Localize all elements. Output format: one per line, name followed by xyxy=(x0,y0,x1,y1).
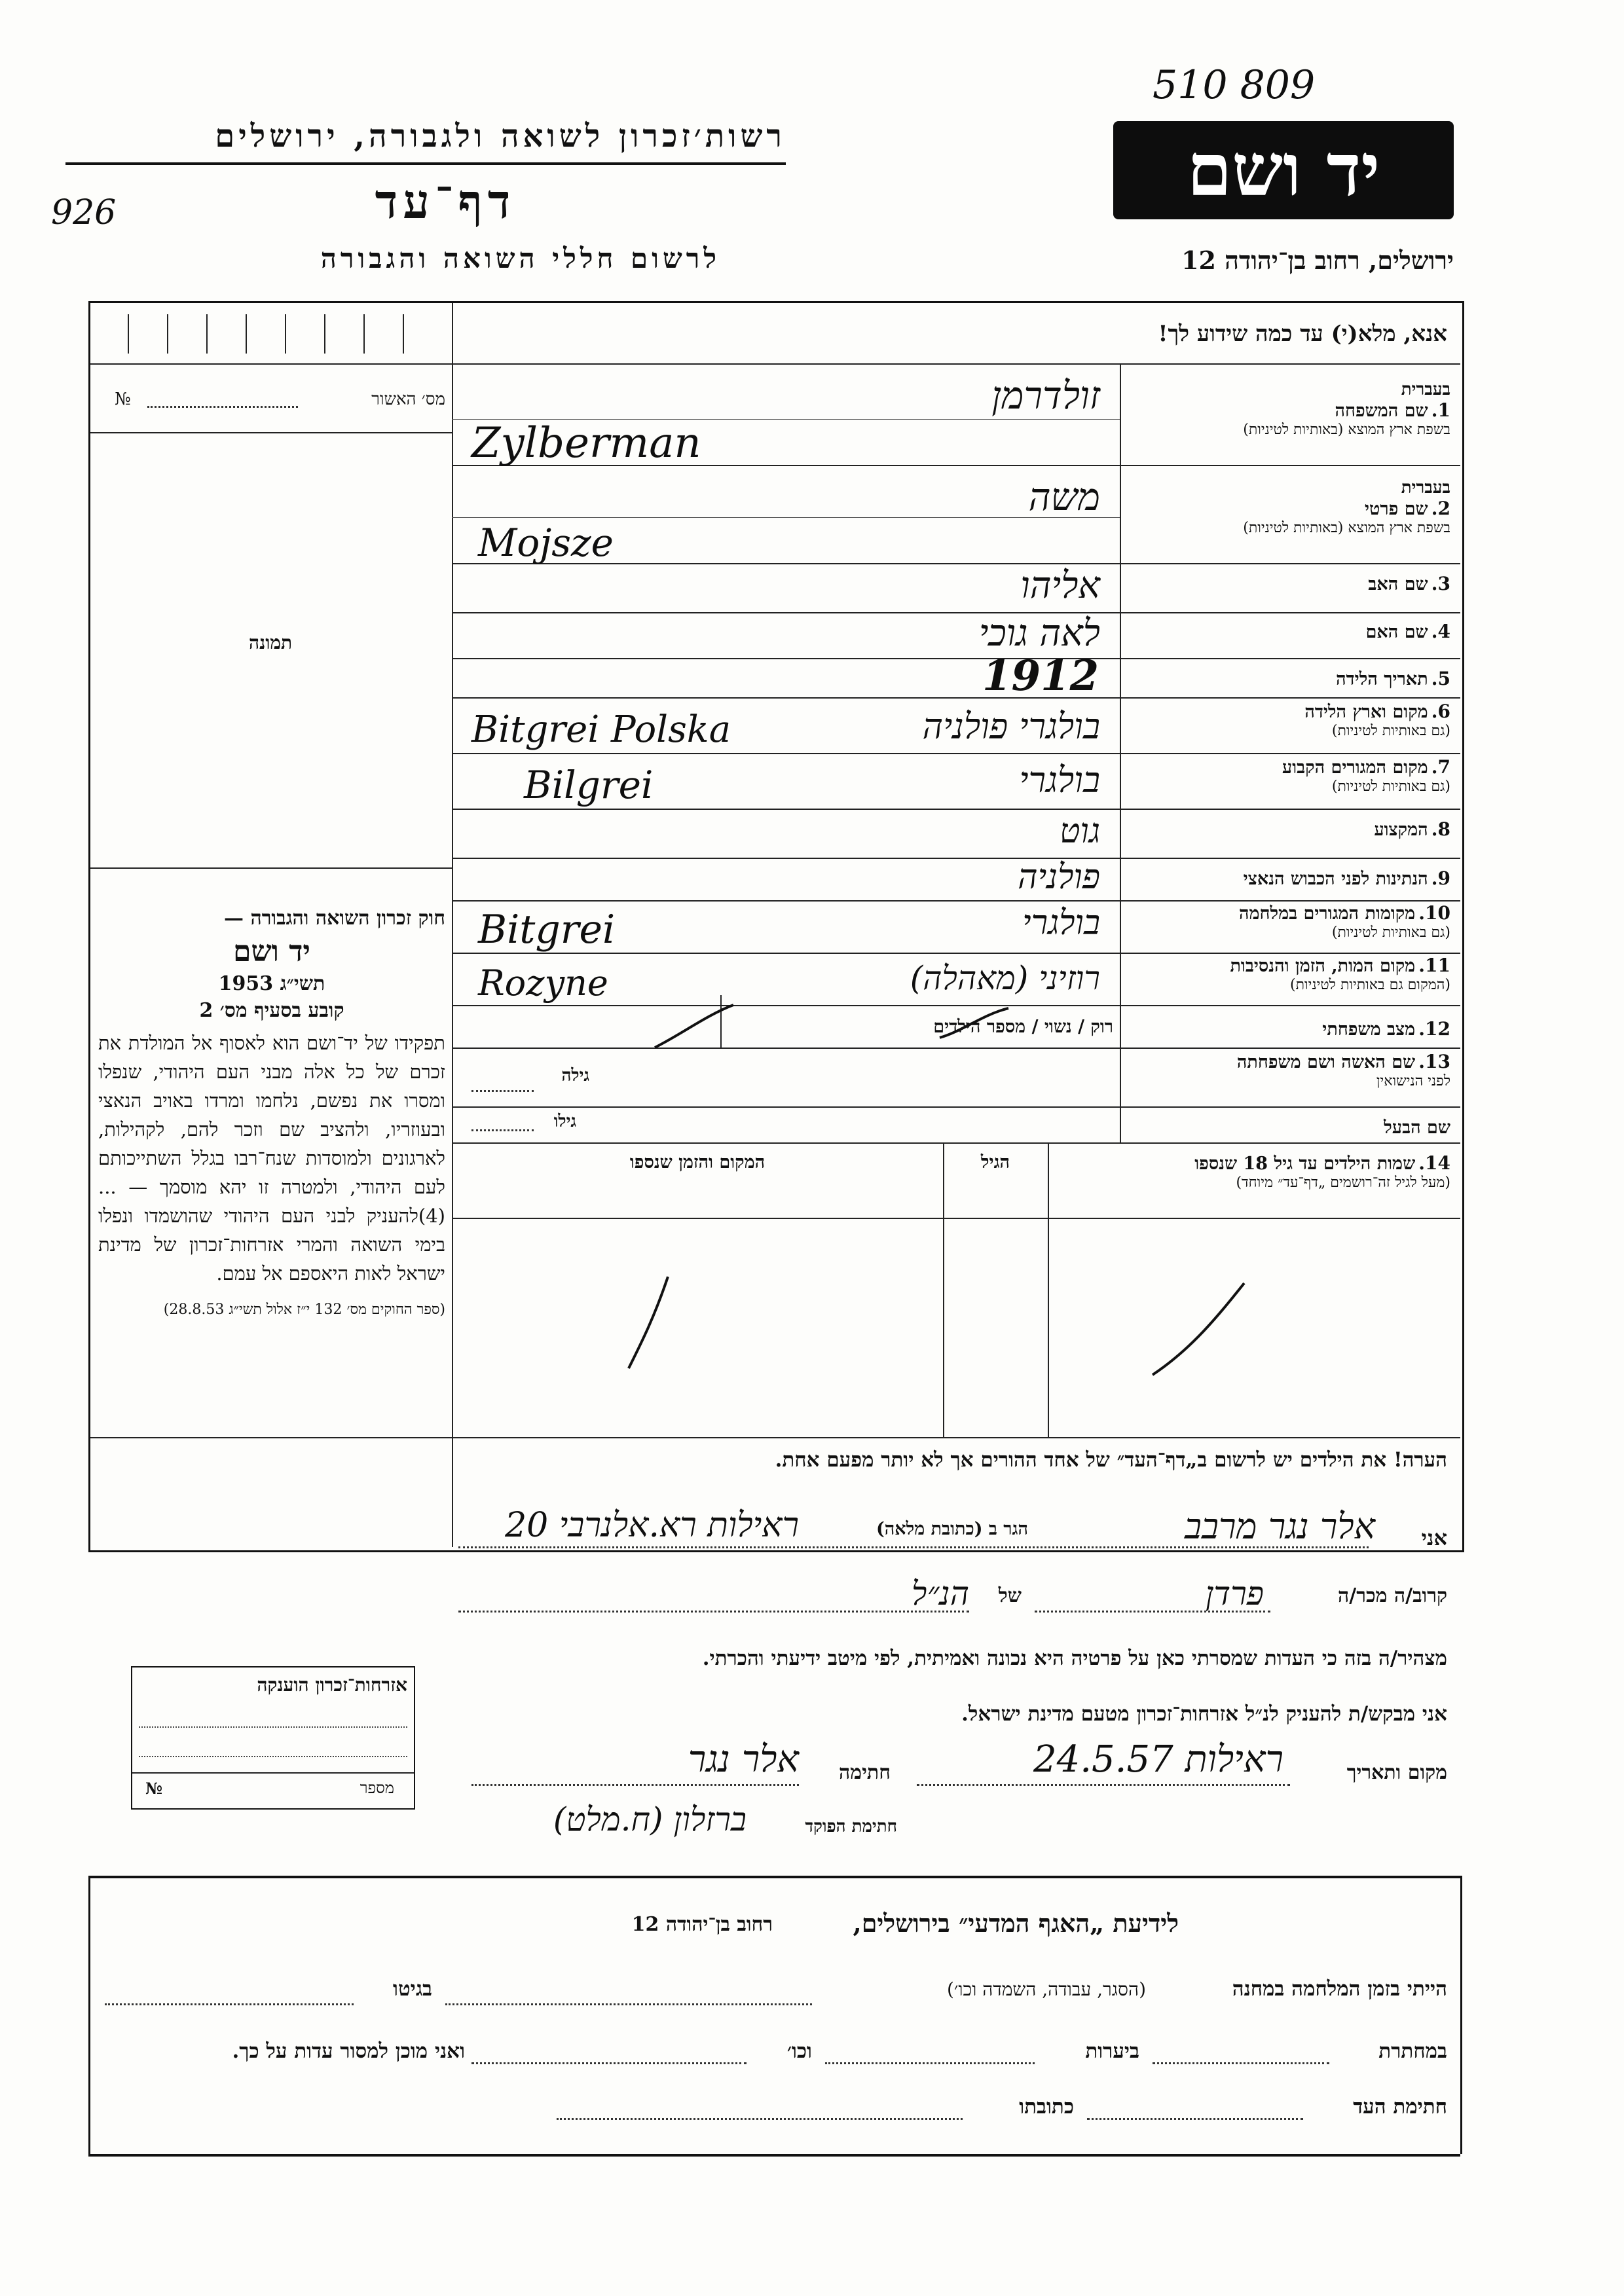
law-text: תפקידו של יד־ושם הוא לאסוף אל המולדת את זכרם של כל אלה מבני העם היהודי, שנפלו ומסרו את נפשם, נלחמו ומרדו באויב הנאצי ובעוזריו, ולהציב שם וזכר להם, לקהילות, לארגונים ולמוסדות שנח־רבו בגלל השתייכותם לעם היהודי, ולמטרה זו יהא מוסמך — ...(4)להעניק לבני העם היהודי שהושמדו ונפלו בימי השואה והמרי אזרחות־זכרון של מדינת ישראל לאות היאספם אל עמם. xyxy=(98,1032,445,1285)
field-9-label xyxy=(1126,867,1450,889)
citizenship-box xyxy=(131,1666,415,1810)
top-handwritten-number: 510 809 xyxy=(1153,62,1316,108)
birthplace-hebrew: בולגרי פולניה xyxy=(922,706,1100,747)
law-year: תשי״ג 1953 xyxy=(218,972,325,995)
field-11-label xyxy=(1126,955,1450,993)
husband-title: שם הבעל xyxy=(1384,1118,1450,1138)
citizenship-title: אזרחות־זכרון הוענקה xyxy=(257,1674,407,1696)
field-8-label xyxy=(1126,818,1450,840)
surname-hebrew: זולדרמן xyxy=(991,373,1100,418)
wartime-residence-latin: Bitgrei xyxy=(478,907,616,953)
declarant-address: ראילות רא.אלנרבי 20 xyxy=(505,1506,799,1545)
of-value: הנ״ל xyxy=(912,1575,969,1613)
death-place-latin: Rozyne xyxy=(478,962,608,1004)
hebrew-tag-2: בעברית xyxy=(1401,478,1450,498)
law-name: יד ושם xyxy=(233,935,310,968)
field-7-number: 7. xyxy=(1431,756,1450,778)
law-box xyxy=(98,907,445,1318)
bottom-line2-b: ביערות xyxy=(1085,2039,1139,2063)
field-1-title: שם המשפחה xyxy=(1335,401,1428,421)
officer-signature-label: חתימת הפוקד xyxy=(805,1817,897,1836)
field-3-label xyxy=(1126,573,1450,594)
children-empty-strike xyxy=(589,1244,1310,1394)
wartime-residence-hebrew: בולגרי xyxy=(1022,903,1100,943)
hebrew-tag-1: בעברית xyxy=(1401,380,1450,399)
field-6-title: מקום וארץ הלידה xyxy=(1304,702,1428,722)
field-5-label xyxy=(1126,668,1450,689)
field-14-number: 14. xyxy=(1418,1152,1450,1174)
field-3-title: שם האב xyxy=(1368,574,1428,594)
bottom-line2-c: וכו׳ xyxy=(786,2039,812,2063)
field-13-sub: לפני הנישואין xyxy=(1376,1073,1450,1089)
field-4-label xyxy=(1126,621,1450,642)
firstname-hebrew: משה xyxy=(1028,475,1100,519)
declarant-name: אלר נגר מרבב xyxy=(1184,1506,1375,1547)
photo-label: תמונה xyxy=(249,632,293,653)
field-13-title: שם האשה ושם משפחתה xyxy=(1236,1052,1416,1072)
law-clause: קובע בסעיף מס׳ 2 xyxy=(199,999,344,1022)
mother-name: לאה גוכי xyxy=(978,612,1100,655)
residence-hebrew: בולגרי xyxy=(1019,759,1100,801)
signature-label: חתימה xyxy=(839,1761,891,1784)
side-handwritten-mark: 926 xyxy=(51,193,117,232)
field-9-title: הנתינות לפני הכבוש הנאצי xyxy=(1243,869,1428,889)
yad-vashem-logo xyxy=(1113,121,1454,219)
remark: הערה! את הילדים יש לרשום ב„דף־העד״ של אחד ההורים אך לא יותר מפעם אחת. xyxy=(775,1448,1447,1472)
surname-latin: Zylberman xyxy=(471,419,701,467)
bottom-line3-a: חתימת העד xyxy=(1353,2095,1447,2119)
children-age-header: הגיל xyxy=(980,1152,1010,1173)
field-2-title: שם פרטי xyxy=(1364,499,1428,519)
marital-status-strike xyxy=(642,1002,1113,1054)
authority-name: רשות׳זכרון לשואה ולגבורה, ירושלים xyxy=(215,118,786,155)
field-10-number: 10. xyxy=(1418,902,1450,924)
relative-value: פרדן xyxy=(1205,1575,1264,1613)
field-4-title: שם האם xyxy=(1365,622,1428,642)
place-date-label: מקום ותאריך xyxy=(1346,1761,1447,1784)
husband-label xyxy=(1126,1116,1450,1138)
bottom-line1-c: בגיטו xyxy=(393,1977,432,2001)
birth-date: 1912 xyxy=(982,651,1099,701)
field-5-number: 5. xyxy=(1431,668,1450,689)
i-label: אני xyxy=(1421,1525,1447,1550)
field-1-number: 1. xyxy=(1431,399,1450,421)
bottom-address: רחוב בן־יהודה 12 xyxy=(631,1913,773,1936)
law-reference: (ספר החוקים מס׳ 132 י״ז אלול תשי״ג 28.8.53) xyxy=(163,1302,445,1318)
field-7-title: מקום המגורים הקבוע xyxy=(1282,757,1428,778)
field-6-number: 6. xyxy=(1431,701,1450,722)
residing-label: הגר ב (כתובת מלאה) xyxy=(876,1519,1028,1539)
field-7-label xyxy=(1126,756,1450,795)
declaration-text: מצהיר/ה בזה כי העדות שמסרתי כאן על פרטיה היא נכונה ואמיתית, לפי מיטב ידיעתי והכרתי. xyxy=(702,1647,1447,1670)
firstname-latin: Mojsze xyxy=(478,520,614,565)
children-place-header: המקום והזמן שנספו xyxy=(629,1152,766,1173)
approval-label: מס׳ האשור xyxy=(371,390,445,409)
field-3-number: 3. xyxy=(1431,573,1450,594)
signature-value: אלר נגר xyxy=(688,1738,799,1781)
field-11-title: מקום המות, הזמן והנסיבות xyxy=(1230,956,1416,976)
bottom-line1-a: הייתי בזמן המלחמה במחנה xyxy=(1232,1977,1447,2001)
form-subtitle: לרשום חללי השואה והגבורה xyxy=(320,242,720,274)
field-10-label xyxy=(1126,902,1450,941)
field-2-number: 2. xyxy=(1431,498,1450,519)
approval-number-boxes xyxy=(101,314,442,354)
field-2-sub: בשפת ארץ המוצא (באותיות לטיניות) xyxy=(1243,520,1450,536)
field-12-label xyxy=(1126,1018,1450,1040)
field-5-title: תאריך הלידה xyxy=(1336,669,1428,689)
logo-text: יד ושם xyxy=(1187,128,1380,212)
field-10-sub: (גם באותיות לטיניות) xyxy=(1331,924,1450,941)
request-text: אני מבקש/ת להעניק לנ״ל אזרחות־זכרון מטעם מדינת ישראל. xyxy=(961,1702,1447,1726)
field-13-number: 13. xyxy=(1418,1051,1450,1072)
husband-age-label: גילו xyxy=(553,1112,576,1131)
bottom-line2-d: ואני מוכן למסור עדות על כך. xyxy=(232,2039,465,2063)
bottom-title: לידיעת „האגף המדעי״ בירושלים, xyxy=(853,1908,1179,1938)
field-11-number: 11. xyxy=(1418,955,1450,976)
field-12-number: 12. xyxy=(1418,1018,1450,1040)
relative-label: קרוב/ה מכר/ה xyxy=(1338,1584,1447,1607)
field-13-label xyxy=(1126,1051,1450,1089)
nationality: פולניה xyxy=(1018,858,1100,897)
field-8-number: 8. xyxy=(1431,818,1450,840)
officer-signature-value: ברזלון (ח.מלט) xyxy=(553,1800,747,1838)
field-6-label xyxy=(1126,701,1450,739)
field-12-title: מצב משפחתי xyxy=(1322,1019,1416,1040)
field-6-sub: (גם באותיות לטיניות) xyxy=(1331,723,1450,739)
field-8-title: המקצוע xyxy=(1374,820,1428,840)
approval-no-symbol: № xyxy=(115,390,131,409)
field-14-label xyxy=(1051,1152,1450,1191)
field-14-title: שמות הילדים עד גיל 18 שנספו xyxy=(1194,1154,1416,1174)
bottom-line1-b: (הסגר, עבודה, השמדה וכו׳) xyxy=(946,1978,1146,2000)
death-place-hebrew: רוזיני (מאהלה) xyxy=(910,959,1100,997)
place-date-value: ראילות 24.5.57 xyxy=(1033,1738,1283,1781)
citizenship-number-symbol: № xyxy=(145,1779,163,1798)
form-title: דף־עד xyxy=(375,173,516,229)
occupation: גוט xyxy=(1060,812,1100,851)
photo-placeholder xyxy=(92,435,451,861)
field-1-label xyxy=(1126,380,1450,438)
wife-age-label: גילה xyxy=(561,1066,589,1085)
field-4-number: 4. xyxy=(1431,621,1450,642)
field-7-sub: (גם באותיות לטיניות) xyxy=(1331,778,1450,795)
field-10-title: מקומות המגורים במלחמה xyxy=(1238,903,1416,924)
bottom-line2-a: במחתרת xyxy=(1378,2039,1447,2063)
address: ירושלים, רחוב בן־יהודה 12 xyxy=(1181,246,1454,275)
birthplace-latin: Bitgrei Polska xyxy=(471,708,731,751)
marital-status-options: רוק / נשוי / מספר הילדים xyxy=(933,1017,1113,1037)
residence-latin: Bilgrei xyxy=(524,763,654,807)
citizenship-number-label: מספר xyxy=(360,1779,394,1797)
instruction: אנא, מלא(י) עד כמה שידוע לך! xyxy=(1158,321,1447,347)
field-1-sub: בשפת ארץ המוצא (באותיות לטיניות) xyxy=(1243,422,1450,438)
field-2-label xyxy=(1126,478,1450,536)
law-title: חוק זכרון השואה והגבורה — xyxy=(224,907,445,930)
bottom-line3-b: כתובתו xyxy=(1019,2095,1074,2119)
field-11-sub: (המקום גם באותיות לטיניות) xyxy=(1290,977,1450,993)
father-name: אליהו xyxy=(1020,564,1100,607)
field-14-sub: (מעל לגיל זה־רושמים „דף־עד״ מיוחד) xyxy=(1236,1175,1450,1191)
field-9-number: 9. xyxy=(1431,867,1450,889)
of-label: של xyxy=(998,1584,1022,1607)
